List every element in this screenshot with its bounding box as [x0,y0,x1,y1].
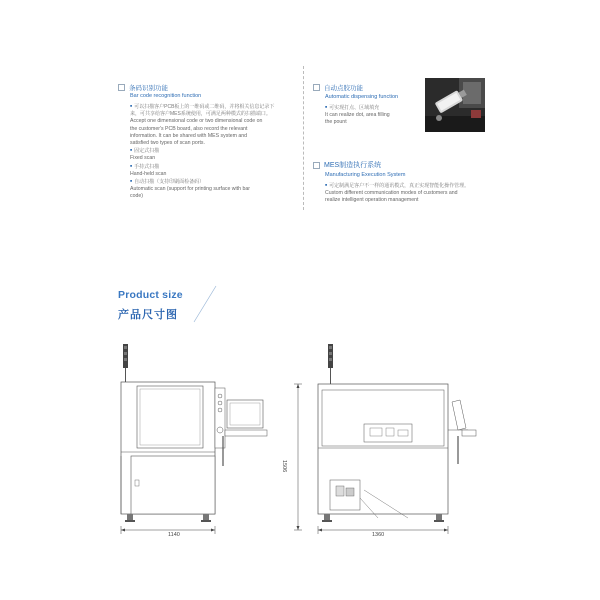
mes-title-cn: MES制造执行系统 [324,162,382,169]
mes-title-en: Manufacturing Execution System [325,172,406,178]
section-divider [303,66,304,210]
text-line [130,178,296,186]
text-line [130,147,296,155]
barcode-text [130,103,296,200]
text-line [130,186,296,193]
text-line [325,119,423,126]
line-text: 固定式扫描 [134,148,160,155]
line-text: satisfied two types of scan ports. [130,139,205,146]
line-text: the pount [325,119,347,126]
text-line [325,104,423,112]
text-line [325,197,493,204]
bullet-icon: ■ [130,163,133,168]
text-line [325,112,423,119]
side-view-drawing [290,340,500,550]
bullet-icon: ■ [130,104,133,108]
line-text: Hand-held scan [130,170,167,177]
line-text: 来，可共享给客户MES系统使用，可满足两种模式的扫描端口。 [130,111,271,118]
section-square-icon [118,84,125,91]
text-line [130,193,296,200]
text-line [325,190,493,197]
text-line [130,103,296,111]
bullet-icon: ■ [325,183,328,187]
line-text: realize intelligent operation management [325,197,419,204]
line-text: 可定制满足客户不一样的通讯模式，真正实现智能化操作管理。 [329,182,470,189]
line-text: information. It can be shared with MES system and [130,132,248,139]
bullet-icon: ■ [130,178,133,183]
section-square-icon [313,84,320,91]
line-text: 可以扫描客户PCB板上的一维码或二维码，并将相关信息记录下 [134,103,275,110]
product-size-title-en: Product size [118,289,183,301]
front-view-drawing [105,340,285,550]
barcode-title-en: Bar code recognition function [130,93,202,99]
text-line [130,155,296,162]
section-square-icon [313,162,320,169]
dispensing-photo [425,78,485,132]
line-text: the customer's PCB board, also record the relevant [130,125,248,132]
text-line [130,163,296,171]
text-line [130,133,296,140]
bullet-icon: ■ [325,105,328,109]
text-line [130,118,296,125]
line-text: Automatic scan (support for printing surface with bar [130,185,250,192]
barcode-title-cn: 条码识别功能 [129,85,168,92]
dispensing-title-cn: 自动点胶功能 [324,85,363,92]
text-line [325,182,493,190]
side-width-label: 1360 [372,532,385,538]
heading-slash [190,284,220,324]
bullet-icon: ■ [130,148,133,153]
line-text: Fixed scan [130,155,156,162]
text-line [130,140,296,147]
dispensing-text [325,104,423,127]
front-width-label: 1140 [168,532,180,538]
line-text: 手持式扫描 [134,163,160,170]
line-text: code) [130,193,143,200]
mes-text [325,182,493,205]
text-line [130,126,296,133]
line-text: Custom different communication modes of customers and [325,190,458,197]
product-size-title-cn: 产品尺寸图 [118,309,178,321]
text-line [130,171,296,178]
mes-section [313,160,493,205]
dispensing-section [313,83,423,127]
line-text: 可实现打点、区域填充 [329,104,380,111]
dispensing-title-en: Automatic dispensing function [325,94,399,100]
height-label: 1506 [281,460,287,473]
text-line [130,111,296,118]
line-text: 自动扫描（支持印刷面检备码） [134,178,205,185]
line-text: Accept one dimensional code or two dimensional code on [130,118,263,125]
barcode-section [118,83,296,200]
line-text: It can realize dot, area filling [325,112,390,119]
